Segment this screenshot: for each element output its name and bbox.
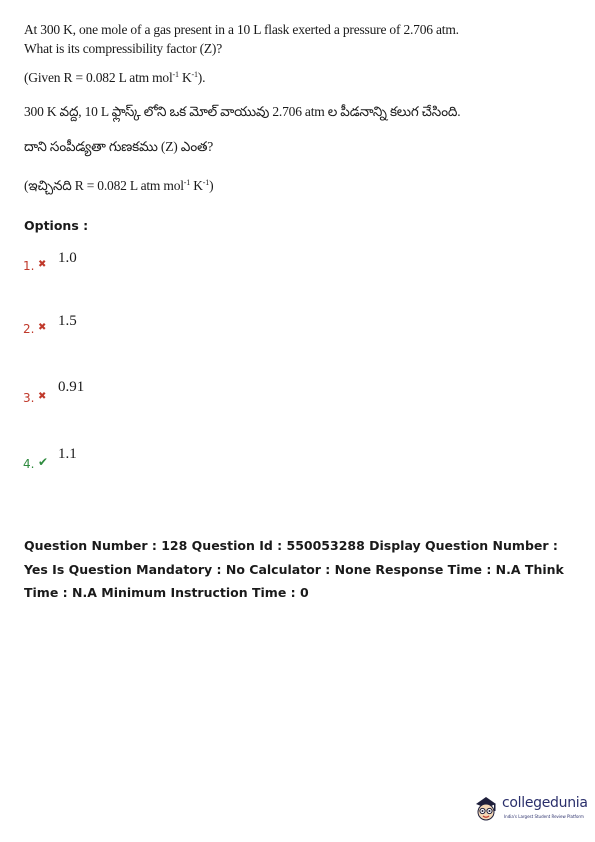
question-line-1: At 300 K, one mole of a gas present in a 10 L flask exerted a pressure of 2.706 atm. [24, 22, 459, 37]
logo-name: collegedunia [502, 795, 588, 811]
given-sup-1: -1 [172, 70, 179, 79]
cross-icon: ✖ [38, 391, 47, 402]
telugu-given-prefix: (ఇచ్చినది R = 0.082 L atm mol [24, 178, 184, 193]
telugu-given-mid: K [190, 178, 203, 193]
given-suffix: ). [197, 70, 206, 85]
option-value: 1.5 [58, 313, 77, 329]
given-prefix: (Given R = 0.082 L atm mol [24, 70, 173, 85]
question-metadata: Question Number : 128 Question Id : 550053288 Display Question Number : Yes Is Question Mandatory : No Calculator : None Response Time : N.A Think Time : N.A Minimum Instruction Time : 0 [24, 538, 564, 600]
option-number: 2. [23, 322, 35, 336]
given-sup-2: -1 [191, 70, 198, 79]
option-number: 4. [23, 457, 35, 471]
question-line-2: What is its compressibility factor (Z)? [24, 41, 223, 56]
mascot-icon [472, 794, 500, 824]
option-number: 3. [23, 391, 35, 405]
cross-icon: ✖ [38, 322, 47, 333]
question-telugu-line-2: దాని సంపీడ్యతా గుణకము (Z) ఎంత? [24, 139, 214, 154]
logo-tagline: India's Largest Student Review Platform [504, 814, 584, 819]
check-icon: ✔ [38, 455, 49, 469]
cross-icon: ✖ [38, 259, 47, 270]
telugu-given-sup-2: -1 [202, 178, 210, 187]
question-telugu-given [24, 178, 213, 197]
telugu-given-suffix: ) [209, 178, 214, 193]
question-telugu-line-1: 300 K వద్ద, 10 L ఫ్లాస్క్ లోని ఒక మోల్ వాయువు 2.706 atm ల పీడనాన్ని కలుగ చేసింది. [24, 104, 461, 119]
collegedunia-logo [472, 792, 592, 826]
option-value: 1.1 [58, 446, 77, 462]
given-mid: K [178, 70, 192, 85]
option-value: 1.0 [58, 250, 77, 266]
question-given [24, 70, 205, 86]
telugu-given-sup-1: -1 [183, 178, 191, 187]
options-label: Options : [24, 218, 89, 233]
option-number: 1. [23, 259, 35, 273]
option-value: 0.91 [58, 379, 85, 395]
